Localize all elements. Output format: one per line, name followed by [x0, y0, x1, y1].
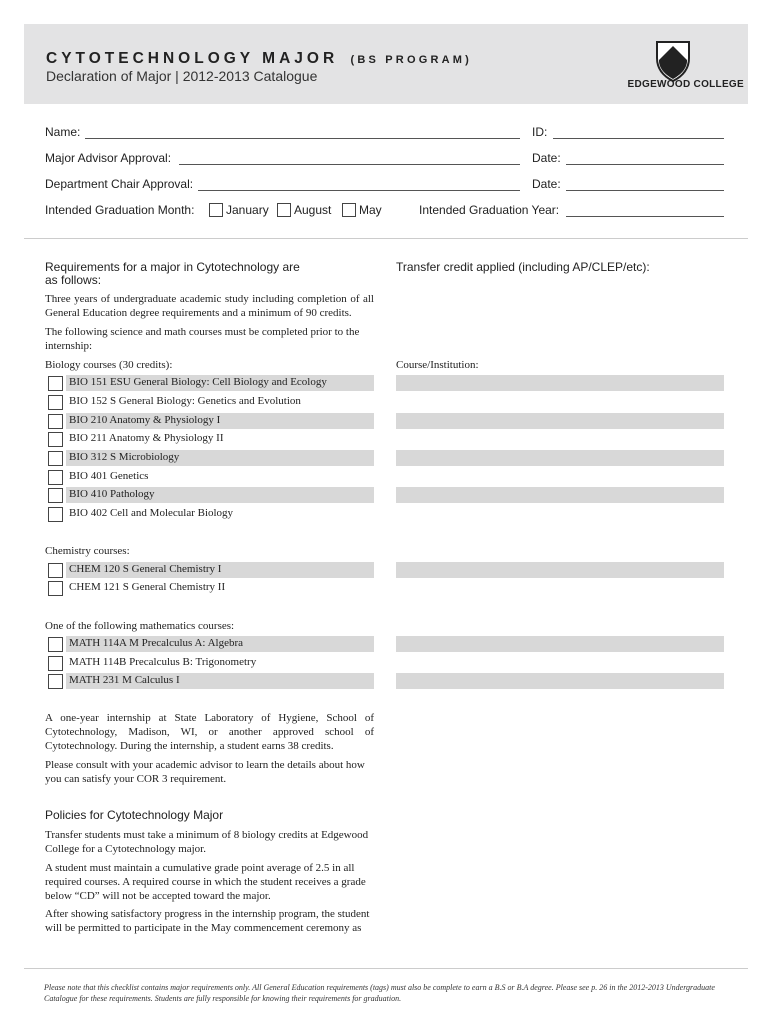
date-label: Date: [532, 151, 561, 165]
may-checkbox[interactable] [342, 203, 356, 217]
course-checkbox[interactable] [48, 470, 63, 485]
course-row [66, 562, 374, 578]
transfer-row[interactable] [396, 450, 724, 466]
advisor-note: Please consult with your academic advisor to learn the details about how you can satisfy your COR 3 requirement. [45, 759, 365, 785]
advisor-approval-field[interactable] [179, 164, 520, 165]
course-checkbox[interactable] [48, 376, 63, 391]
transfer-row[interactable] [396, 655, 724, 671]
transfer-row[interactable] [396, 431, 724, 447]
requirements-intro-2: The following science and math courses must be completed prior to the internship: [45, 326, 360, 352]
chair-date-field[interactable] [566, 190, 724, 191]
requirements-intro-1: Three years of undergraduate academic study including completion of all General Education degree requirements and a minimum of 90 credits. [45, 293, 374, 319]
transfer-row[interactable] [396, 469, 724, 485]
math-label: One of the following mathematics courses: [45, 620, 235, 632]
course-row [66, 655, 374, 671]
course-row [66, 580, 374, 596]
course-label: CHEM 120 S General Chemistry I [69, 563, 222, 575]
course-checkbox[interactable] [48, 637, 63, 652]
chair-approval-field[interactable] [198, 190, 520, 191]
college-logo-text: EDGEWOOD COLLEGE [627, 79, 744, 90]
page-subtitle: Declaration of Major | 2012-2013 Catalogue [46, 68, 318, 84]
course-label: MATH 114B Precalculus B: Trigonometry [69, 656, 257, 668]
transfer-row[interactable] [396, 673, 724, 689]
course-checkbox[interactable] [48, 581, 63, 596]
title-suffix: (BS PROGRAM) [350, 54, 472, 66]
name-field[interactable] [85, 138, 520, 139]
date2-label: Date: [532, 177, 561, 191]
course-row [66, 487, 374, 503]
course-label: BIO 401 Genetics [69, 470, 149, 482]
course-label: MATH 231 M Calculus I [69, 674, 180, 686]
course-label: BIO 410 Pathology [69, 488, 155, 500]
january-checkbox[interactable] [209, 203, 223, 217]
course-label: BIO 402 Cell and Molecular Biology [69, 507, 234, 519]
footer-divider [24, 968, 748, 969]
grad-year-field[interactable] [566, 216, 724, 217]
policy-1: Transfer students must take a minimum of 8 biology credits at Edgewood College for a Cytotechnology major. [45, 829, 369, 855]
course-checkbox[interactable] [48, 451, 63, 466]
section-divider [24, 238, 748, 239]
transfer-row[interactable] [396, 562, 724, 578]
course-row [66, 413, 374, 429]
january-label: January [226, 203, 269, 217]
course-label: BIO 312 S Microbiology [69, 451, 180, 463]
course-row [66, 431, 374, 447]
advisor-approval-label: Major Advisor Approval: [45, 151, 172, 165]
transfer-row[interactable] [396, 394, 724, 410]
course-checkbox[interactable] [48, 674, 63, 689]
course-label: BIO 151 ESU General Biology: Cell Biology and Ecology [69, 376, 327, 388]
internship-text: A one-year internship at State Laboratory of Hygiene, School of Cytotechnology, Madison, WI, or another approved school of Cytotechnology. During the internship, a student earns 38 credits. [45, 712, 374, 752]
policy-2: A student must maintain a cumulative grade point average of 2.5 in all required courses. A required course in which the student receives a grade below “CD” will not be accepted toward the major. [45, 862, 366, 902]
page-title: CYTOTECHNOLOGY MAJOR (BS PROGRAM) [46, 50, 472, 67]
course-checkbox[interactable] [48, 656, 63, 671]
course-checkbox[interactable] [48, 507, 63, 522]
header-banner [24, 24, 748, 104]
course-checkbox[interactable] [48, 432, 63, 447]
grad-month-label: Intended Graduation Month: [45, 203, 195, 217]
policy-3: After showing satisfactory progress in the internship program, the student will be permitted to participate in the May commencement ceremony as [45, 908, 370, 934]
course-checkbox[interactable] [48, 488, 63, 503]
course-row [66, 375, 374, 391]
august-checkbox[interactable] [277, 203, 291, 217]
course-row [66, 469, 374, 485]
course-label: BIO 152 S General Biology: Genetics and Evolution [69, 395, 301, 407]
course-row [66, 506, 374, 522]
august-label: August [294, 203, 332, 217]
grad-year-label: Intended Graduation Year: [419, 203, 560, 217]
biology-label: Biology courses (30 credits): [45, 359, 173, 371]
policies-heading: Policies for Cytotechnology Major [45, 808, 224, 822]
advisor-date-field[interactable] [566, 164, 724, 165]
chemistry-label: Chemistry courses: [45, 545, 130, 557]
name-label: Name: [45, 125, 81, 139]
course-checkbox[interactable] [48, 414, 63, 429]
course-row [66, 394, 374, 410]
course-checkbox[interactable] [48, 395, 63, 410]
transfer-row[interactable] [396, 506, 724, 522]
course-row [66, 636, 374, 652]
chair-approval-label: Department Chair Approval: [45, 177, 194, 191]
requirements-heading: Requirements for a major in Cytotechnology are as follows: [45, 260, 300, 287]
transfer-row[interactable] [396, 375, 724, 391]
footer-note: Please note that this checklist contains major requirements only. All General Education requirements (tags) must also be complete to earn a B.S or B.A degree. Please see p. 26 in the 2012-2013 Undergraduate Catalogue for these requirements. Students are fully responsible for knowing their requirements for graduation. [44, 983, 715, 1003]
college-shield-icon [655, 40, 691, 82]
id-field[interactable] [553, 138, 724, 139]
may-label: May [359, 203, 382, 217]
transfer-row[interactable] [396, 636, 724, 652]
course-checkbox[interactable] [48, 563, 63, 578]
course-label: CHEM 121 S General Chemistry II [69, 581, 226, 593]
course-row [66, 450, 374, 466]
course-label: BIO 210 Anatomy & Physiology I [69, 414, 221, 426]
transfer-heading: Transfer credit applied (including AP/CLEP/etc): [396, 260, 650, 274]
course-label: MATH 114A M Precalculus A: Algebra [69, 637, 244, 649]
course-label: BIO 211 Anatomy & Physiology II [69, 432, 224, 444]
course-row [66, 673, 374, 689]
id-label: ID: [532, 125, 548, 139]
course-institution-label: Course/Institution: [396, 359, 479, 371]
transfer-row[interactable] [396, 580, 724, 596]
transfer-row[interactable] [396, 413, 724, 429]
transfer-row[interactable] [396, 487, 724, 503]
